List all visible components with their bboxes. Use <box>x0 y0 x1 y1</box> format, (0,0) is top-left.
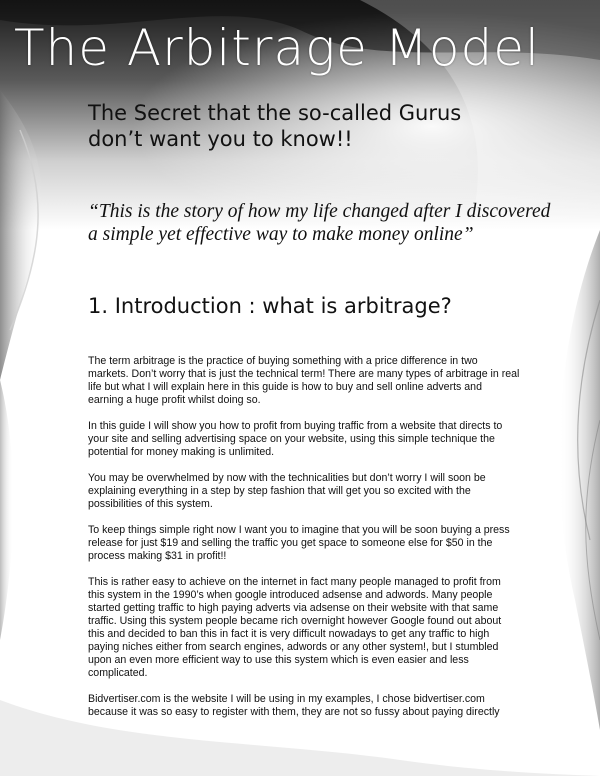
subtitle-line: The Secret that the so-called Gurus <box>88 101 462 125</box>
body-text <box>88 355 520 732</box>
section-heading: 1. Introduction : what is arbitrage? <box>88 294 452 318</box>
paragraph: In this guide I will show you how to profit from buying traffic from a website that directs to your site and selling advertising space on your website, using this simple technique the potential for money making is unlimited. <box>88 420 503 458</box>
pull-quote <box>88 200 558 246</box>
subtitle-line: don’t want you to know!! <box>88 127 353 151</box>
paragraph: The term arbitrage is the practice of buying something with a price difference in two markets. Don’t worry that is just the technical term! There are many types of arbitrage in real life but what I will explain here in this guide is how to buy and sell online adverts and earning a huge profit whilst doing so. <box>88 355 520 406</box>
paragraph: This is rather easy to achieve on the internet in fact many people managed to profit from this system in the 1990’s when google introduced adsense and adwords. Many people started getting traffic to high paying adverts via adsense on their website with that same traffic. Using this system people became rich overnight however Google found out about this and decided to ban this in fact it is very difficult nowadays to get any traffic to high paying niches either from search engines, adwords or any other system!, but I stumbled upon an even more efficient way to use this system which is even easier and less complicated. <box>88 576 502 679</box>
paragraph: Bidvertiser.com is the website I will be using in my examples, I chose bidvertiser.com because it was so easy to register with them, they are not so fussy about paying directly <box>88 693 500 718</box>
quote-line: a simple yet effective way to make money online” <box>88 224 474 245</box>
paragraph: To keep things simple right now I want you to imagine that you will be soon buying a press release for just $19 and selling the traffic you get space to someone else for $50 in the process making $31 in profit!! <box>88 524 510 562</box>
paragraph: You may be overwhelmed by now with the technicalities but don’t worry I will soon be explaining everything in a step by step fashion that will get you so excited with the possibilities of this system. <box>88 472 486 510</box>
document-title: The Arbitrage Model <box>14 19 540 77</box>
subtitle <box>88 100 548 152</box>
quote-line: “This is the story of how my life changed after I discovered <box>88 201 551 222</box>
